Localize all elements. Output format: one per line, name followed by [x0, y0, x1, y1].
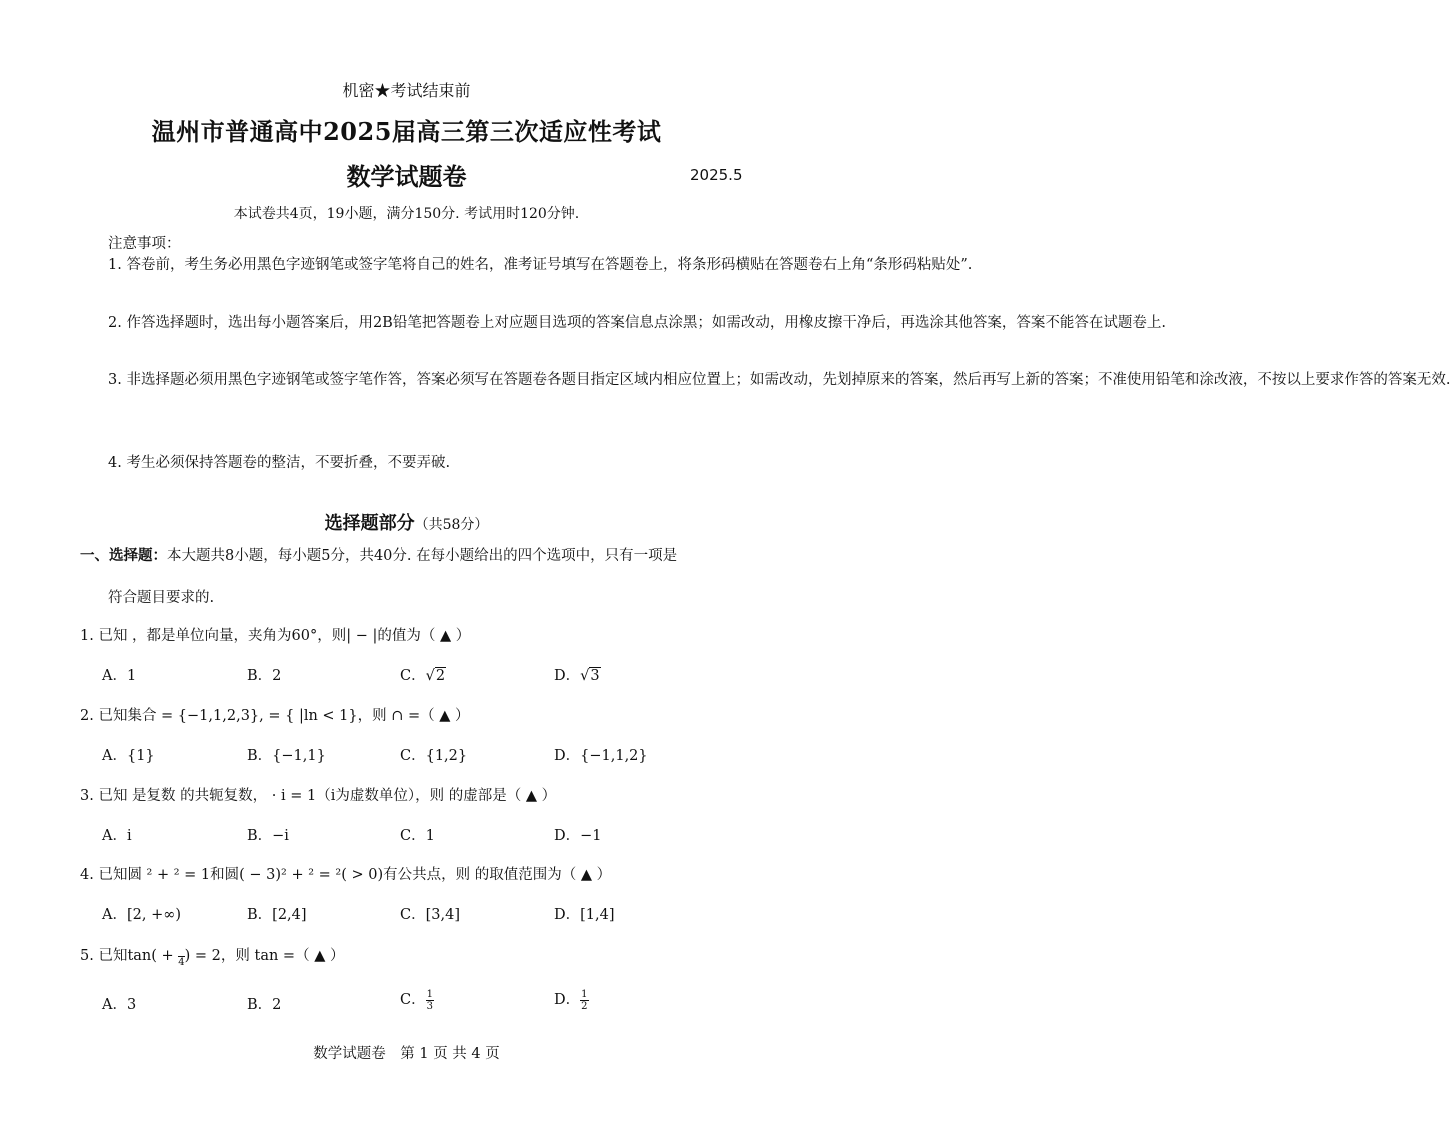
q5-option-b: B．2	[247, 997, 282, 1013]
q3-option-b: B．−i	[247, 828, 289, 844]
question-3-stem: 3. 已知 是复数 的共轭复数， · i = 1（i为虚数单位），则 的虚部是（ ▲ ）	[80, 788, 557, 804]
q3-option-a: A．i	[102, 828, 132, 844]
q2-option-d: D．{−1,1,2}	[554, 748, 648, 764]
confidential-label: 机密★考试结束前	[342, 81, 471, 100]
q4-option-c: C．[3,4]	[400, 907, 460, 923]
q2-option-a: A．{1}	[102, 748, 155, 764]
exam-date: 2025.5	[690, 166, 743, 184]
sqrt: √2	[425, 668, 446, 684]
q3-option-d: D．−1	[554, 828, 602, 844]
q1-option-c: C．√2	[400, 668, 446, 684]
part-description-continued: 符合题目要求的.	[108, 590, 215, 606]
exam-subtitle: 数学试题卷	[346, 162, 467, 191]
q1-option-d: D．√3	[554, 668, 600, 684]
question-1-stem: 1. 已知 ，都是单位向量，夹角为60°，则| − |的值为（ ▲ ）	[80, 628, 471, 644]
exam-title: 温州市普通高中2025届高三第三次适应性考试	[151, 117, 662, 146]
notice-item: 1. 答卷前，考生务必用黑色字迹钢笔或签字笔将自己的姓名，准考证号填写在答题卷上，将条形码横贴在答题卷右上角“条形码粘贴处”.	[108, 257, 973, 273]
notice-item: 4. 考生必须保持答题卷的整洁，不要折叠，不要弄破.	[108, 455, 451, 471]
notice-item: 2. 作答选择题时，选出每小题答案后，用2B铅笔把答题卷上对应题目选项的答案信息点涂黑；如需改动，用橡皮擦干净后，再选涂其他答案，答案不能答在试题卷上.	[108, 315, 1166, 331]
q5-option-a: A．3	[102, 997, 137, 1013]
q5-option-d: D． $\frac{1}{2}$	[554, 988, 588, 1012]
part-heading	[80, 544, 677, 565]
section-title-text: 选择题部分	[324, 513, 415, 534]
q5-option-c: C． $\frac{1}{3}$	[400, 988, 433, 1012]
q4-option-a: A．[2, +∞)	[102, 907, 181, 923]
q2-option-c: C．{1,2}	[400, 748, 468, 764]
question-2-stem: 2. 已知集合 = {−1,1,2,3}, = { |ln < 1}，则 ∩ =（ ▲ ）	[80, 708, 470, 724]
fraction: $\frac{1}{2}$	[581, 988, 588, 1012]
q3-option-c: C．1	[400, 828, 435, 844]
section-points: （共58分）	[414, 517, 489, 533]
page-footer: 数学试题卷 第 1 页 共 4 页	[313, 1046, 500, 1062]
part-label: 一、选择题：	[80, 547, 167, 564]
fraction: $\frac{1}{3}$	[426, 988, 433, 1012]
q2-option-b: B．{−1,1}	[247, 748, 326, 764]
part-description: 本大题共8小题，每小题5分，共40分. 在每小题给出的四个选项中，只有一项是	[167, 548, 678, 564]
notice-item: 3. 非选择题必须用黑色字迹钢笔或签字笔作答，答案必须写在答题卷各题目指定区域内相应位置上；如需改动，先划掉原来的答案，然后再写上新的答案；不准使用铅笔和涂改液，不按以上要求作答的答案无效.	[108, 372, 1451, 388]
exam-info: 本试卷共4页，19小题，满分150分. 考试用时120分钟.	[233, 206, 580, 222]
section-title	[0, 509, 813, 535]
question-4-stem: 4. 已知圆 ² + ² = 1和圆( − 3)² + ² = ²( > 0)有公共点，则 的取值范围为（ ▲ ）	[80, 867, 612, 883]
question-5-stem: 5. 已知tan( + 4 ) = 2，则 tan =（ ▲ ）	[80, 944, 344, 968]
q1-option-b: B．2	[247, 668, 282, 684]
sqrt: √3	[580, 668, 600, 684]
q4-option-d: D．[1,4]	[554, 907, 615, 923]
q1-option-a: A．1	[102, 668, 137, 684]
notice-heading: 注意事项：	[108, 236, 181, 252]
q4-option-b: B．[2,4]	[247, 907, 307, 923]
pi-over-4-fraction: 4	[178, 945, 184, 968]
